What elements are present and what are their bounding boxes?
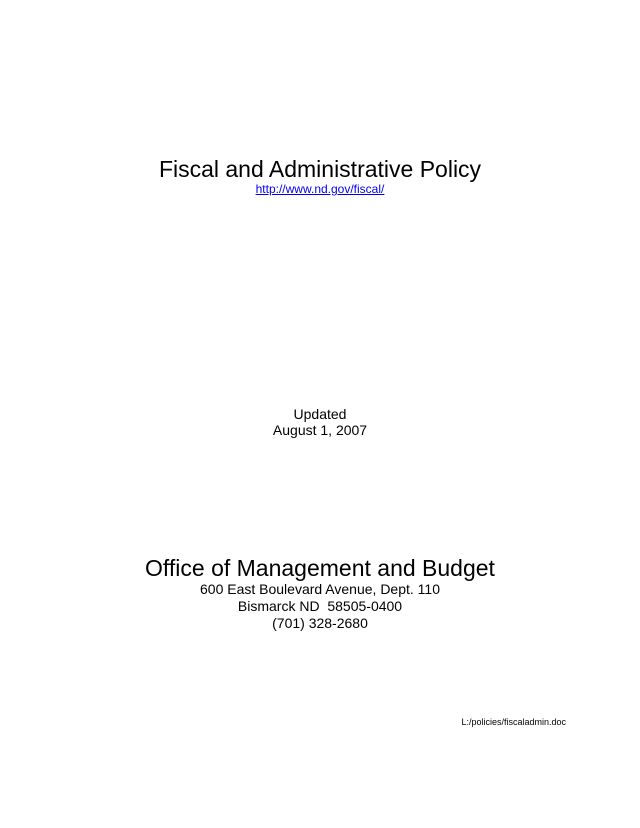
address-line-2: Bismarck ND 58505-0400 bbox=[237, 598, 403, 614]
office-name bbox=[0, 554, 640, 582]
updated-section bbox=[0, 406, 640, 438]
document-url bbox=[0, 181, 640, 197]
updated-date: August 1, 2007 bbox=[272, 422, 368, 438]
document-title bbox=[0, 155, 640, 183]
document-title-text: Fiscal and Administrative Policy bbox=[158, 156, 482, 182]
phone-number: (701) 328-2680 bbox=[272, 615, 368, 631]
office-address bbox=[0, 581, 640, 632]
office-name-text: Office of Management and Budget bbox=[145, 555, 495, 581]
file-path: L:/policies/fiscaladmin.doc bbox=[461, 717, 566, 727]
address-line-1: 600 East Boulevard Avenue, Dept. 110 bbox=[200, 581, 440, 597]
fiscal-policy-link[interactable]: http://www.nd.gov/fiscal/ bbox=[255, 182, 385, 196]
updated-label: Updated bbox=[293, 406, 347, 422]
